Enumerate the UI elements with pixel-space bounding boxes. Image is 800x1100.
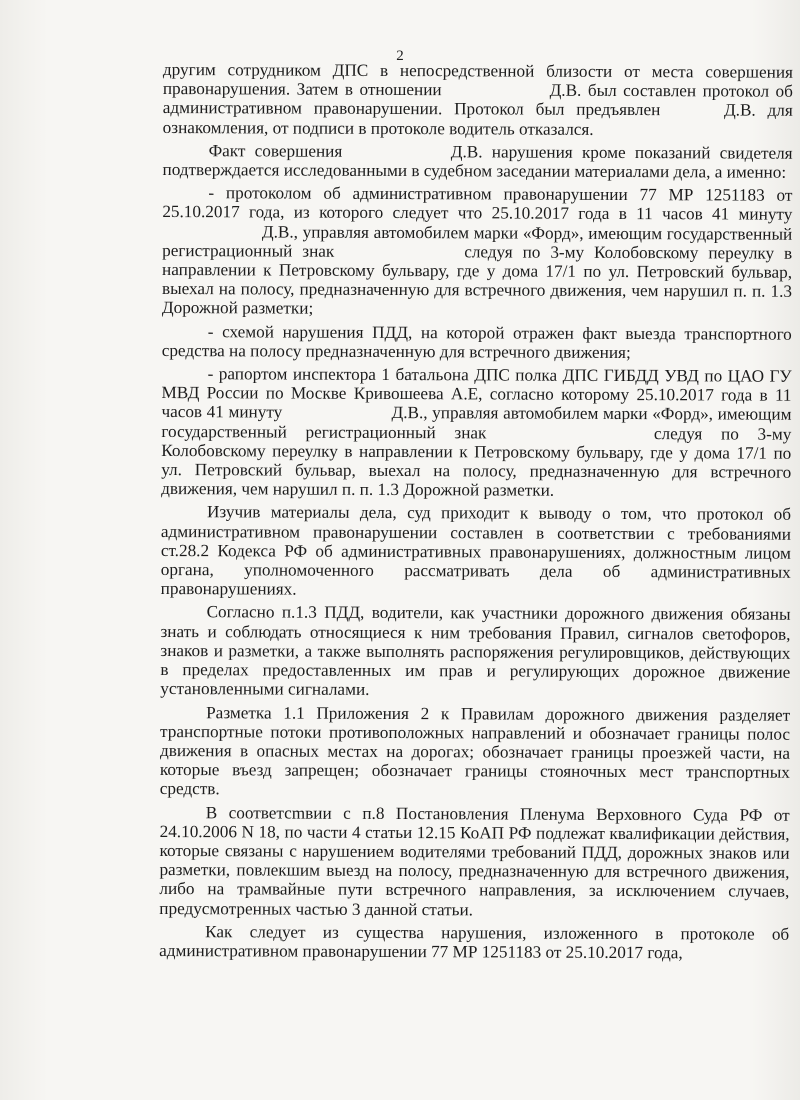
paragraph [159, 922, 789, 963]
text-segment: Д.В. нарушения кроме показаний свидетеля подтверждается исследованными в судебном заседании материалами дела, а именно: [162, 142, 793, 182]
redacted-name [162, 227, 257, 239]
paragraph [162, 183, 793, 320]
redacted-name [344, 247, 454, 259]
paragraph [160, 602, 790, 701]
paragraph [159, 803, 789, 921]
redacted-name [287, 408, 387, 420]
text-segment: Разметка 1.1 Приложения 2 к Правилам дорожного движения разделяет транспортные потоки противоположных направлений и обозначает границы полос движения в опасных местах на дорогах; обозначает границы проезжей части, на которые въезд запрещен; обозначает границы стояночных мест транспортных средств. [159, 702, 791, 799]
text-segment: Д.В., управляя автомобилем марки «Форд», имеющим государственный регистрационный знак [162, 222, 793, 261]
text-segment: Как следует из существа нарушения, изложенного в протоколе об административном правонарушении 77 МР 1251183 от 25.10.2017 года, [159, 921, 790, 963]
paragraph [162, 141, 792, 182]
redacted-name [448, 85, 543, 97]
paragraph [162, 322, 792, 363]
text-segment: - рапортом инспектора 1 батальона ДПС полка ДПС ГИБДД УВД по ЦАО ГУ МВД России по Москве Кривошеева А.Е, согласно которому 25.10.2017 года в 11 часов 41 минуту [161, 364, 792, 422]
redacted-name [505, 428, 635, 441]
text-segment: Факт совершения [208, 141, 343, 161]
text-segment: следуя по 3-му Колобовскому переулку в направлении к Петровскому бульвару, где у дома 17/1 по ул. Петровский бульвар, выехал на полосу, предназначенную для встречного движения, чем нарушил п. п. 1.3 Дорожной разметки. [161, 423, 792, 500]
text-segment: Д.В. для ознакомления, от подписи в протоколе водитель отказался. [162, 100, 793, 139]
text-segment: следуя по 3-му Колобовскому переулку в направлении к Петровскому бульвару, где у дома 17/1 по ул. Петровский бульвар, выехал на полосу, предназначенную для встречного движения, чем нарушил п. п. 1.3 Дорожной разметки; [161, 242, 793, 319]
redacted-name [352, 147, 442, 159]
text-segment: Согласно п.1.3 ПДД, водители, как участники дорожного движения обязаны знать и соблюдать относящиеся к ним требования Правил, сигналов светофоров, знаков и разметки, а также выполнять распоряжения регулировщиков, действующих в пределах предоставленных им прав и регулирующих дорожное движение установленными сигналами. [160, 602, 791, 700]
text-segment: - схемой нарушения ПДД, на которой отражен факт выезда транспортного средства на полосу предназначенную для встречного движения; [161, 321, 792, 362]
text-segment: - протоколом об административном правонарушении 77 МР 1251183 от 25.10.2017 года, из которого следует что 25.10.2017 года в 11 часов 41 минуту [162, 183, 793, 225]
text-segment: другим сотрудником ДПС в непосредственной близости от места совершения правонарушения. Затем в отношении [162, 60, 793, 100]
paragraph [161, 364, 792, 501]
page-number: 2 [396, 48, 404, 64]
document-body [159, 60, 793, 967]
paragraph [163, 60, 793, 140]
paragraph [160, 702, 790, 801]
text-segment: Изучив материалы дела, суд приходит к выводу о том, что протокол об административном правонарушении составлен в соответствии с требованиями ст.28.2 Кодекса РФ об административных правонарушениях, должностным лицом органа, уполномоченного рассматривать дела об административных правонарушениях. [160, 502, 792, 599]
redacted-name [672, 106, 712, 118]
text-segment: В соответсmвии с п.8 Постановления Пленума Верховного Суда РФ от 24.10.2006 N 18, по части 4 статьи 12.15 КоАП РФ подлежат квалификации действия, которые связаны с нарушением водителями требований ПДД, дорожных знаков или разметки, повлекшим выезд на полосу, предназначенную для встречного движения, либо на трамвайные пути встречного направления, за исключением случаев, предусмотренных частью 3 данной статьи. [159, 802, 790, 919]
paragraph [161, 502, 791, 601]
text-segment: Д.В., управляя автомобилем марки «Форд», имеющим государственный регистрационный знак [161, 403, 792, 443]
text-segment: Д.В. был составлен протокол об административном правонарушении. Протокол был предъявлен [162, 80, 793, 120]
